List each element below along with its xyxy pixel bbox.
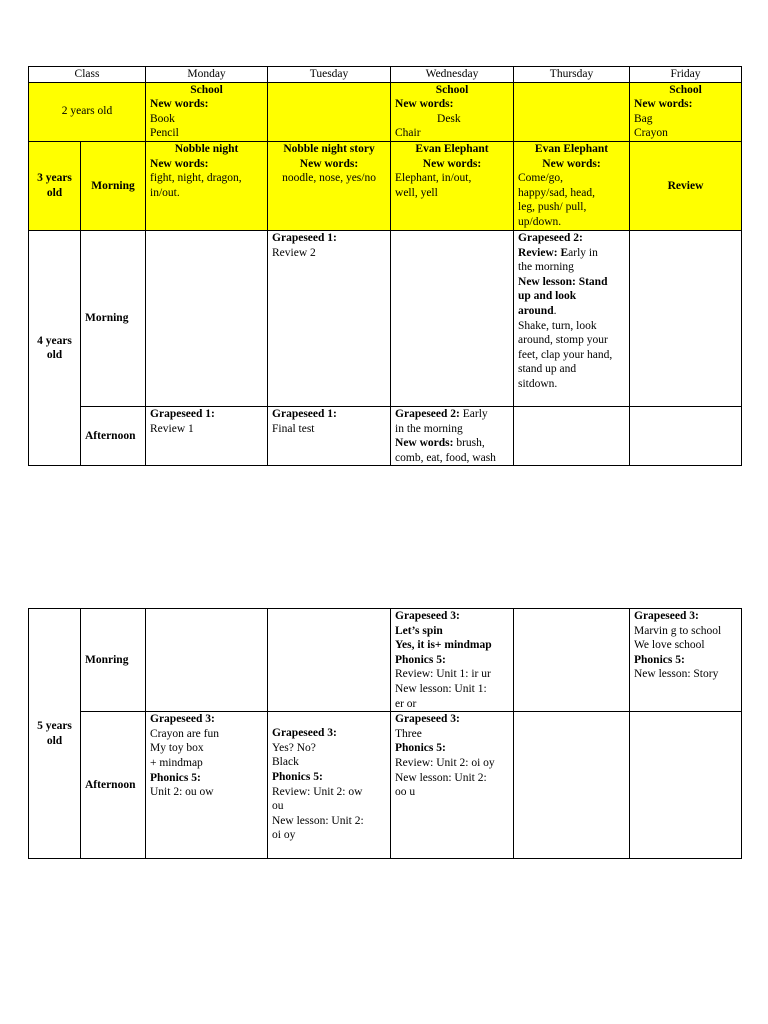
cell-5y-morning-friday: Grapeseed 3: Marvin g to school We love school Phonics 5: New lesson: Story (630, 609, 742, 712)
cell-5y-afternoon-wednesday: Grapeseed 3: Three Phonics 5: Review: Unit 2: oi oy New lesson: Unit 2: oo u (391, 712, 514, 859)
class-label-2-years: 2 years old (29, 82, 146, 141)
session-3y-morning: Morning (81, 141, 146, 230)
cell-2y-tuesday (268, 82, 391, 141)
row-5-years-afternoon (29, 712, 742, 859)
cell-2y-wednesday: School New words: Desk Chair (391, 82, 514, 141)
cell-4y-afternoon-tuesday: Grapeseed 1: Final test (268, 406, 391, 465)
cell-2y-monday: School New words: Book Pencil (146, 82, 268, 141)
session-4y-morning: Morning (81, 230, 146, 406)
session-5y-afternoon: Afternoon (81, 712, 146, 859)
cell-3y-monday: Nobble night New words: fight, night, dragon, in/out. (146, 141, 268, 230)
cell-4y-morning-friday (630, 230, 742, 406)
session-4y-afternoon: Afternoon (81, 406, 146, 465)
cell-4y-morning-wednesday (391, 230, 514, 406)
header-friday: Friday (630, 67, 742, 83)
cell-5y-morning-monday (146, 609, 268, 712)
cell-4y-afternoon-monday: Grapeseed 1: Review 1 (146, 406, 268, 465)
cell-5y-afternoon-tuesday: Grapeseed 3: Yes? No? Black Phonics 5: Review: Unit 2: ow ou New lesson: Unit 2: oi oy (268, 712, 391, 859)
row-2-years (29, 82, 742, 141)
header-tuesday: Tuesday (268, 67, 391, 83)
cell-3y-wednesday: Evan Elephant New words: Elephant, in/out, well, yell (391, 141, 514, 230)
header-class: Class (29, 67, 146, 83)
schedule-table-bottom (28, 608, 742, 859)
cell-3y-thursday: Evan Elephant New words: Come/go, happy/sad, head, leg, push/ pull, up/down. (514, 141, 630, 230)
header-monday: Monday (146, 67, 268, 83)
row-4-years-morning (29, 230, 742, 406)
cell-5y-afternoon-thursday (514, 712, 630, 859)
row-4-years-afternoon (29, 406, 742, 465)
header-thursday: Thursday (514, 67, 630, 83)
class-label-4-years: 4 years old (29, 230, 81, 465)
cell-2y-thursday (514, 82, 630, 141)
cell-5y-afternoon-friday (630, 712, 742, 859)
row-5-years-morning (29, 609, 742, 712)
class-label-3-years: 3 years old (29, 141, 81, 230)
cell-5y-morning-thursday (514, 609, 630, 712)
header-row (29, 67, 742, 83)
cell-5y-afternoon-monday: Grapeseed 3: Crayon are fun My toy box + mindmap Phonics 5: Unit 2: ou ow (146, 712, 268, 859)
cell-4y-afternoon-friday (630, 406, 742, 465)
cell-3y-tuesday: Nobble night story New words: noodle, nose, yes/no (268, 141, 391, 230)
session-5y-morning: Monring (81, 609, 146, 712)
row-3-years (29, 141, 742, 230)
cell-5y-morning-wednesday: Grapeseed 3: Let’s spin Yes, it is+ mindmap Phonics 5: Review: Unit 1: ir ur New lesson: Unit 1: er or (391, 609, 514, 712)
cell-5y-morning-tuesday (268, 609, 391, 712)
class-label-5-years: 5 years old (29, 609, 81, 859)
cell-4y-afternoon-wednesday: Grapeseed 2: Early in the morning New words: brush, comb, eat, food, wash (391, 406, 514, 465)
cell-2y-friday: School New words: Bag Crayon (630, 82, 742, 141)
cell-4y-morning-tuesday: Grapeseed 1: Review 2 (268, 230, 391, 406)
cell-4y-afternoon-thursday (514, 406, 630, 465)
header-wednesday: Wednesday (391, 67, 514, 83)
cell-4y-morning-thursday: Grapeseed 2: Review: Early in the morning New lesson: Stand up and look around. Shake, turn, look around, stomp your feet, clap your hand, stand up and sitdown. (514, 230, 630, 406)
cell-3y-friday: Review (630, 141, 742, 230)
cell-4y-morning-monday (146, 230, 268, 406)
schedule-table-top (28, 66, 742, 466)
